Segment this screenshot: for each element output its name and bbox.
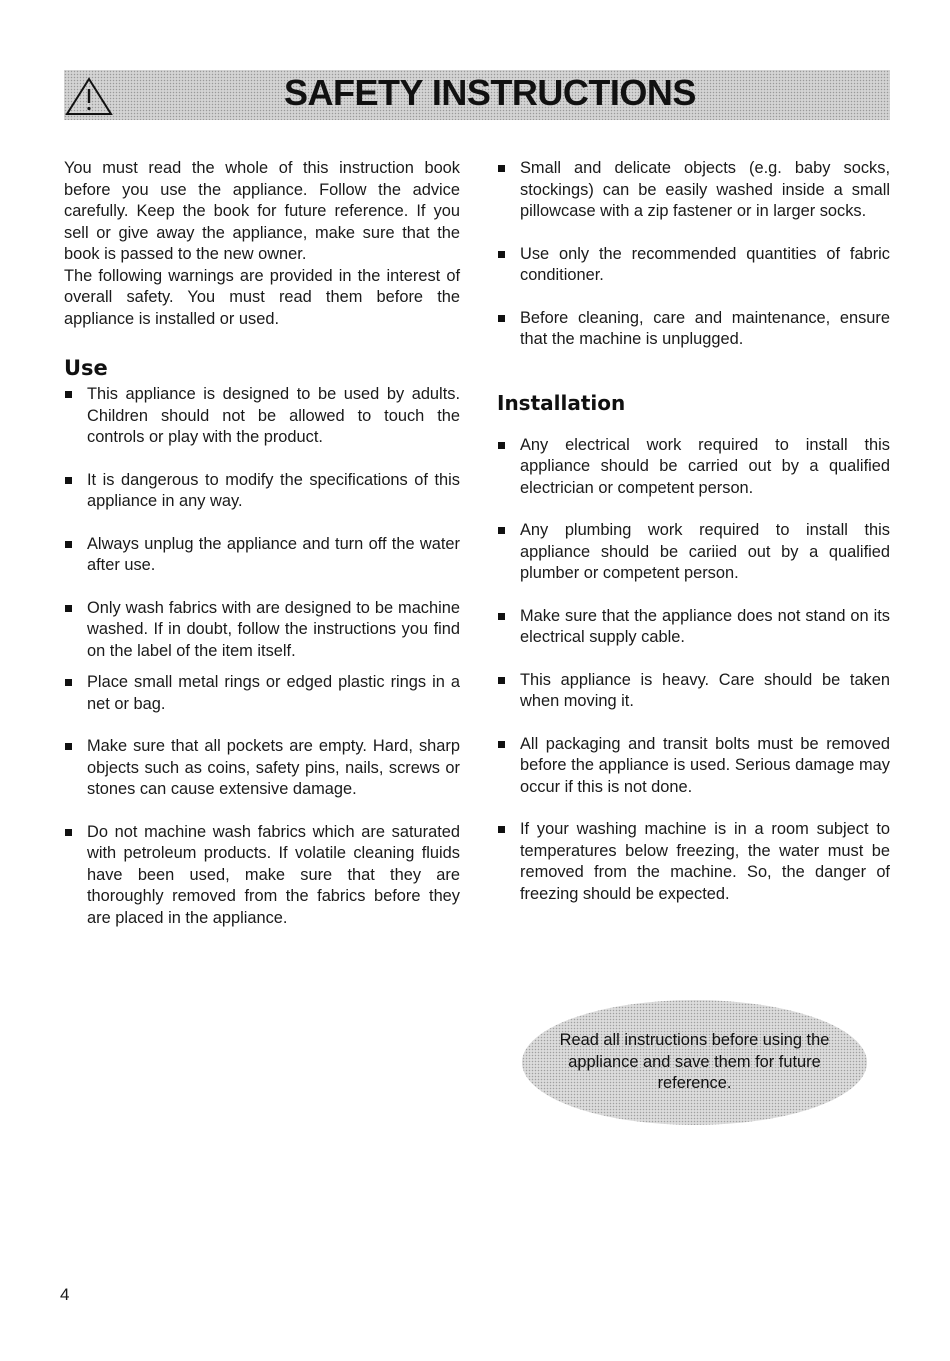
bullet-square-icon: [498, 251, 505, 258]
list-item: [64, 384, 460, 449]
list-item: [497, 670, 890, 713]
list-item-text: Place small metal rings or edged plastic rings in a net or bag.: [87, 673, 460, 713]
bullet-square-icon: [65, 477, 72, 484]
list-item: [497, 734, 890, 799]
bullet-square-icon: [65, 743, 72, 750]
section-heading-use: Use: [64, 356, 108, 380]
list-item: [497, 244, 890, 287]
list-item-text: Use only the recommended quantities of fabric conditioner.: [520, 244, 890, 284]
list-item-text: All packaging and transit bolts must be removed before the appliance is used. Serious damage may occur if this is not done.: [520, 734, 890, 796]
bullet-square-icon: [498, 741, 505, 748]
intro-paragraph: The following warnings are provided in the interest of overall safety. You must read them before the appliance is installed or used.: [64, 266, 460, 328]
use-list: [64, 384, 460, 929]
list-item: [64, 822, 460, 930]
page-title: SAFETY INSTRUCTIONS: [284, 72, 696, 113]
list-item-text: This appliance is designed to be used by adults. Children should not be allowed to touch the controls or play with the product.: [87, 385, 460, 446]
page-number: 4: [60, 1285, 70, 1304]
left-column: [64, 158, 460, 950]
list-item: [497, 435, 890, 500]
list-item: [497, 606, 890, 649]
list-item-text: Any electrical work required to install this appliance should be carried out by a qualified electrician or competent person.: [520, 435, 890, 497]
list-item: [64, 534, 460, 577]
warning-triangle-icon: [58, 70, 120, 120]
bullet-square-icon: [498, 442, 505, 449]
list-item: [497, 819, 890, 905]
list-item: [64, 470, 460, 513]
section-heading-installation: Installation: [497, 390, 626, 415]
list-item-text: If your washing machine is in a room subject to temperatures below freezing, the water must be removed from the machine. So, the danger of freezing should be expected.: [520, 820, 890, 903]
list-item: [64, 672, 460, 715]
list-item-text: Do not machine wash fabrics which are saturated with petroleum products. If volatile cleaning fluids have been used, make sure that they are thoroughly removed from the fabrics before they are placed in the appliance.: [87, 822, 460, 927]
intro-paragraph: You must read the whole of this instruction book before you use the appliance. Follow the advice carefully. Keep the book for future reference. If you sell or give away the appliance, make sure that the book is passed to the new owner.: [64, 159, 460, 263]
note-text: Read all instructions before using the appliance and save them for future reference.: [559, 1031, 830, 1093]
list-item-text: Any plumbing work required to install this appliance should be cariied out by a qualified plumber or competent person.: [520, 521, 890, 582]
bullet-square-icon: [498, 527, 505, 534]
bullet-square-icon: [65, 605, 72, 612]
list-item: [497, 158, 890, 223]
list-item-text: Always unplug the appliance and turn off the water after use.: [87, 534, 460, 574]
list-item-text: Make sure that all pockets are empty. Hard, sharp objects such as coins, safety pins, nails, screws or stones can cause extensive damage.: [87, 737, 460, 798]
bullet-square-icon: [498, 826, 505, 833]
bullet-square-icon: [498, 613, 505, 620]
bullet-square-icon: [65, 679, 72, 686]
list-item: [64, 598, 460, 663]
list-item-text: This appliance is heavy. Care should be taken when moving it.: [520, 670, 890, 710]
list-item: [64, 736, 460, 801]
list-item-text: Make sure that the appliance does not stand on its electrical supply cable.: [520, 606, 890, 646]
bullet-square-icon: [498, 165, 505, 172]
bullet-square-icon: [65, 541, 72, 548]
list-item-text: Only wash fabrics with are designed to be machine washed. If in doubt, follow the instructions you find on the label of the item itself.: [87, 598, 460, 660]
list-item-text: Before cleaning, care and maintenance, ensure that the machine is unplugged.: [520, 308, 890, 348]
list-item: [497, 308, 890, 351]
bullet-square-icon: [498, 677, 505, 684]
list-item-text: It is dangerous to modify the specifications of this appliance in any way.: [87, 470, 460, 510]
bullet-square-icon: [65, 829, 72, 836]
right-column: [497, 158, 890, 926]
list-item-text: Small and delicate objects (e.g. baby socks, stockings) can be easily washed inside a small pillowcase with a zip fastener or in larger socks.: [520, 159, 890, 220]
use-list-continued: [497, 158, 890, 351]
bullet-square-icon: [498, 315, 505, 322]
bullet-square-icon: [65, 391, 72, 398]
list-item: [497, 520, 890, 585]
note-callout: [522, 1000, 867, 1125]
installation-list: [497, 435, 890, 906]
